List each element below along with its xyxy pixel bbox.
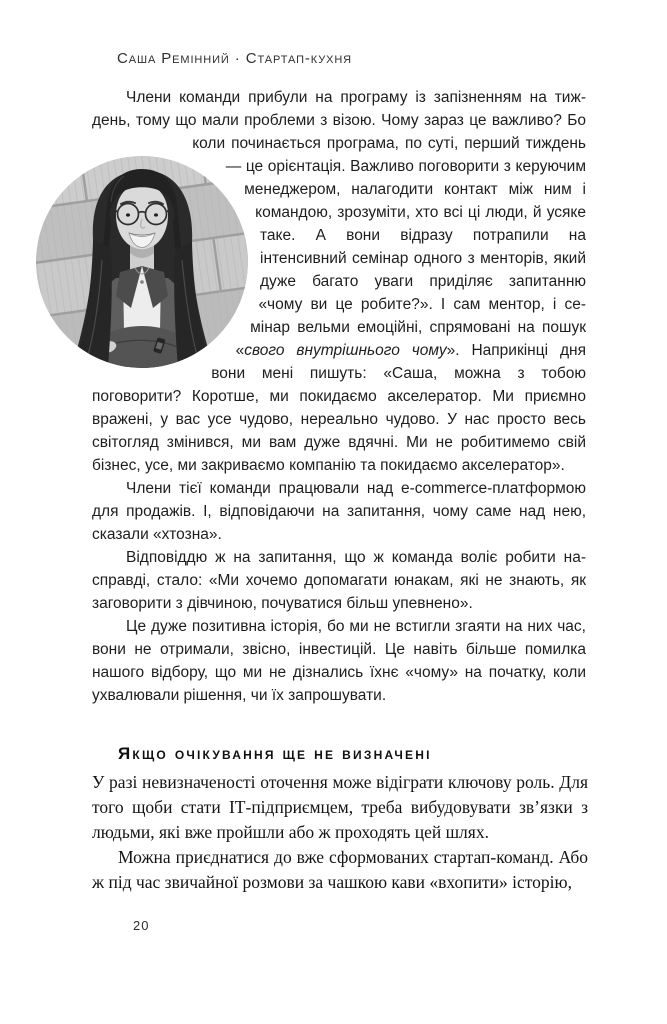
story-paragraph-1 (92, 86, 586, 477)
main-paragraph-2: Можна приєднатися до вже сформованих стартап-команд. Або ж під час звичайної розмови за чашкою кави «вхопити» історію, (92, 847, 588, 892)
story-paragraph-1-italic: свого внутрішнього чому (244, 342, 447, 359)
story-paragraph-2: Члени тієї команди працювали над e-commerce-платформою для продажів. І, відповідаючи на запитання, чому саме над нею, сказали «хтозна». (92, 480, 586, 543)
running-header: Саша Ремінний · Стартап-кухня (117, 50, 353, 67)
photo-text-wrap-spacer (92, 86, 260, 382)
main-paragraph-1: У разі невизначеності оточення може відіграти ключову роль. Для того щоби стати ІТ-підприємцем, треба вибудовувати зв’язки з людьми, які вже пройшли або ж проходять цей шлях. (92, 772, 588, 842)
story-paragraph-3: Відповіддю ж на запитання, що ж команда воліє робити насправді, стало: «Ми хочемо допомагати юнакам, які не знають, як заговорити з дівчиною, почуватися більш упевнено». (92, 549, 586, 612)
story-paragraph-1-text: Члени команди прибули на програму із запізненням на тиждень, тому що мали проблеми з візою. Чому зараз це важливо? Бо коли починається програма, по суті, перший тиждень — це орієнтація. Важливо поговорити з керуючим менеджером, налагодити контакт між ним і командою, зрозуміти, хто всі ці люди, й усяке таке. А вони відразу потрапили на інтенсивний семінар одного з менторів, який дуже багато уваги приділяє запитанню «чому ви це робите?». І сам ментор, і семінар вельми емоційні, спрямовані на пошук « (92, 89, 586, 359)
section-heading: Якщо очікування ще не визначені (118, 744, 432, 763)
story-paragraph-1-text-end: ». Наприкінці дня вони мені пишуть: «Саша, можна з тобою поговорити? Коротше, ми покидаємо акселератор. Ми приємно вражені, у вас усе чудово, нереально чудово. У нас просто весь світогляд змінився, ми вам дуже вдячні. Ми не робитимемо свій бізнес, усе, ми закриваємо компанію та покидаємо акселератор». (92, 342, 586, 474)
main-text-block (92, 770, 588, 895)
story-text-block (92, 86, 586, 707)
page-number: 20 (133, 918, 150, 933)
story-paragraph-4: Це дуже позитивна історія, бо ми не встигли згаяти на них час, вони не отримали, звісно, інвестицій. Це навіть більше помилка нашого відбору, що ми не дізнались їхнє «чому» на початку, коли ухвалювали рішення, чи їх запрошувати. (92, 618, 586, 704)
